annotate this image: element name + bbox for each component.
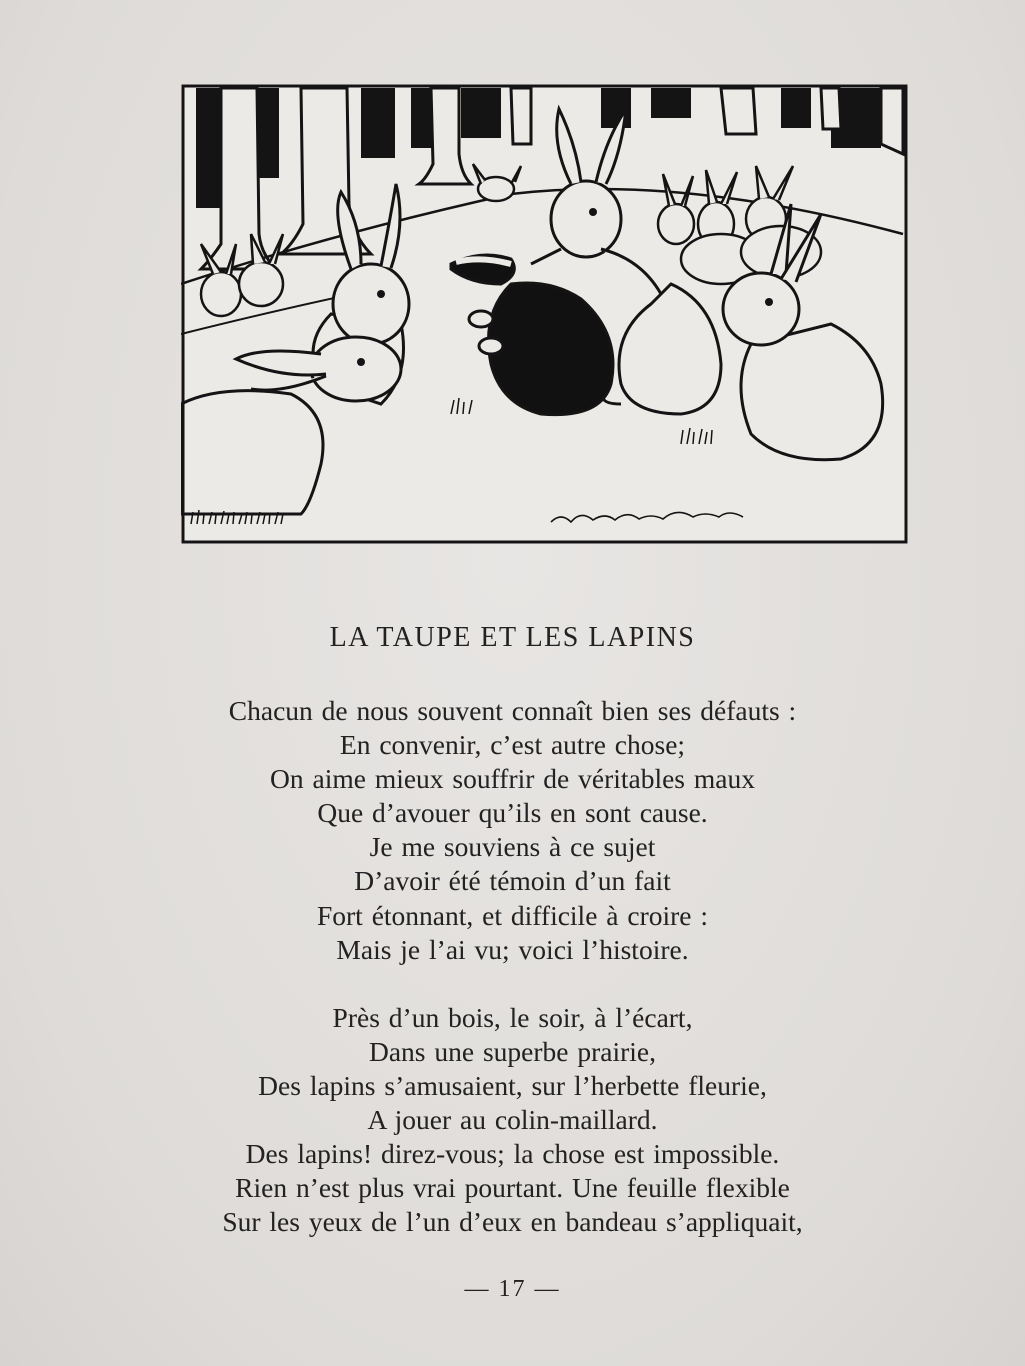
poem-line: Rien n’est plus vrai pourtant. Une feuille flexible	[235, 1172, 790, 1204]
poem-line: Des lapins s’amusaient, sur l’herbette fleurie,	[258, 1069, 767, 1101]
poem-line: Fort étonnant, et difficile à croire :	[316, 899, 708, 931]
poem-title: LA TAUPE ET LES LAPINS	[329, 622, 696, 653]
poem-line: Je me souviens à ce sujet	[369, 831, 656, 863]
poem-line: Près d’un bois, le soir, à l’écart,	[332, 1001, 693, 1033]
poem-line: Que d’avouer qu’ils en sont cause.	[317, 797, 708, 829]
poem-line: On aime mieux souffrir de véritables maux	[270, 763, 755, 795]
page-number: — 17 —	[464, 1276, 561, 1302]
illustration	[181, 84, 908, 544]
poem-line: Des lapins! direz-vous; la chose est impossible.	[245, 1138, 780, 1170]
poem-line: Dans une superbe prairie,	[368, 1035, 656, 1067]
poem-line: Mais je l’ai vu; voici l’histoire.	[336, 933, 689, 965]
rabbits-mole-drawing	[181, 84, 908, 544]
poem-line: A jouer au colin-maillard.	[367, 1104, 658, 1136]
poem-text	[0, 694, 1025, 1239]
poem-line: Sur les yeux de l’un d’eux en bandeau s’appliquait,	[222, 1206, 803, 1238]
poem-line: En convenir, c’est autre chose;	[339, 729, 686, 761]
stanza-break	[0, 967, 1025, 1001]
poem-line: D’avoir été témoin d’un fait	[354, 865, 671, 897]
poem-line: Chacun de nous souvent connaît bien ses défauts :	[228, 695, 797, 726]
